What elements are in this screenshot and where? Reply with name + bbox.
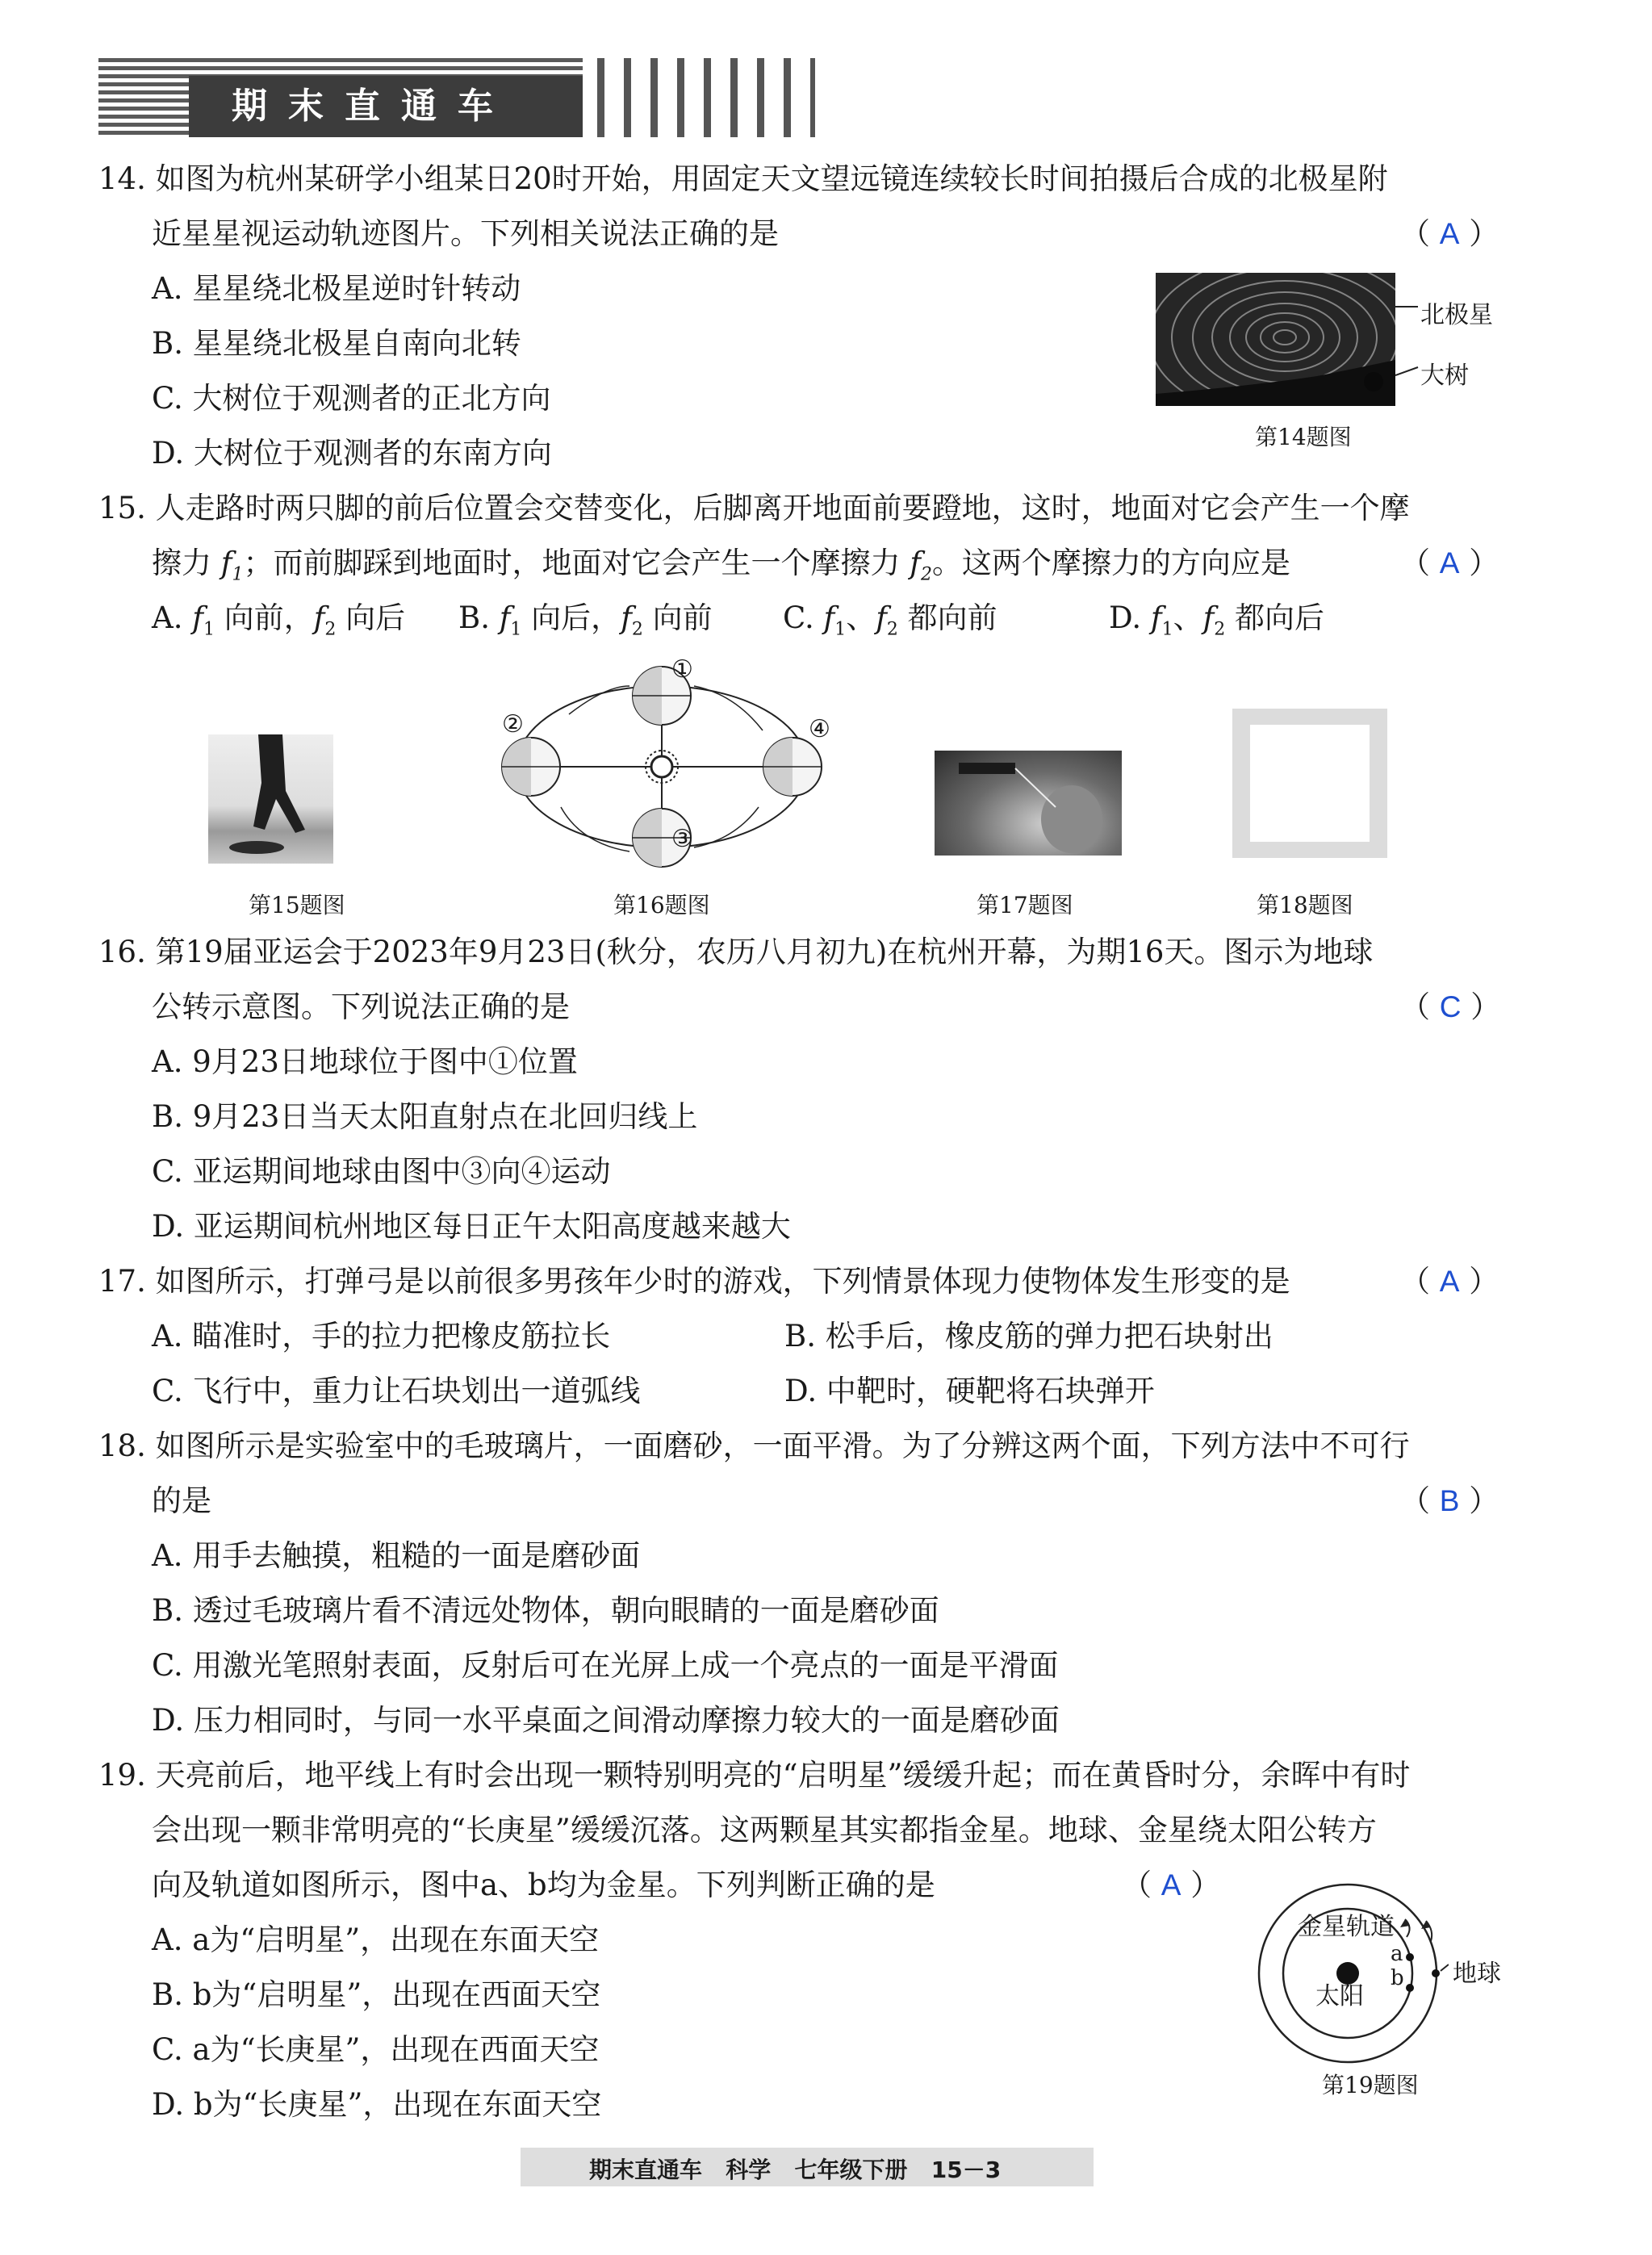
q14-option-b: B. 星星绕北极星自南向北转: [152, 326, 521, 361]
q15-b-f2: f: [621, 600, 632, 635]
q15-c-f2: f: [876, 600, 887, 635]
q19-option-b: B. b为“启明星”，出现在西面天空: [152, 1977, 601, 2012]
walking-legs-image: [208, 734, 333, 864]
q17-option-c: C. 飞行中，重力让石块划出一道弧线: [152, 1374, 641, 1408]
q18-option-d: D. 压力相同时，与同一水平桌面之间滑动摩擦力较大的一面是磨砂面: [152, 1703, 1060, 1738]
q16-option-c: C. 亚运期间地球由图中③向④运动: [152, 1154, 611, 1189]
glass-plate: [1250, 725, 1370, 842]
q16-figure-caption: 第16题图: [613, 892, 710, 918]
q14-option-a: A. 星星绕北极星逆时针转动: [152, 271, 521, 306]
q15-option-b: [458, 591, 713, 657]
q19-label-sun: 太阳: [1315, 1982, 1364, 2010]
q15-a-f1: f: [192, 600, 203, 635]
q15-b-label: B.: [458, 600, 500, 635]
q16-stem-line1: 16. 第19届亚运会于2023年9月23日(秋分，农历八月初九)在杭州开幕，为期16天。图示为地球: [98, 935, 1374, 969]
q18-option-c: C. 用激光笔照射表面，反射后可在光屏上成一个亮点的一面是平滑面: [152, 1648, 1059, 1683]
q19-stem-line3: 向及轨道如图所示，图中a、b均为金星。下列判断正确的是: [152, 1868, 935, 1902]
q16-position-3: ③: [671, 825, 693, 853]
venus-b-dot: [1406, 1984, 1414, 1992]
q15-d-f1: f: [1150, 600, 1162, 635]
q16-position-2: ②: [502, 710, 524, 738]
q15-c-f2-sub: 2: [886, 619, 898, 640]
q15-option-c: [783, 591, 997, 657]
q17-slingshot-photo: [935, 751, 1122, 856]
q17-answer: （ A ）: [1400, 1264, 1499, 1299]
venus-a-dot: [1406, 1953, 1414, 1961]
page-header-banner: [98, 58, 583, 137]
q16-position-4: ④: [809, 715, 830, 743]
q15-answer: （ A ）: [1400, 546, 1499, 580]
q14-answer: （ A ）: [1400, 216, 1499, 251]
q19-option-a: A. a为“启明星”，出现在东面天空: [152, 1922, 600, 1957]
q16-answer: （ C ）: [1400, 989, 1501, 1024]
q16-stem-line2: 公转示意图。下列说法正确的是: [152, 989, 570, 1024]
q15-b-f1: f: [499, 600, 511, 635]
footer-text: 期末直通车 科学 七年级下册 15－3: [589, 2157, 1002, 2183]
q15-d-f2: f: [1202, 600, 1215, 635]
q15-a-f2-sub: 2: [324, 619, 337, 640]
q18-frosted-glass-photo: [1232, 709, 1387, 858]
q15-figure-caption: 第15题图: [249, 892, 345, 918]
q19-label-venus-orbit: 金星轨道: [1298, 1913, 1395, 1941]
q14-option-d: D. 大树位于观测者的东南方向: [152, 436, 552, 471]
q15-line2-part-c: 。这两个摩擦力的方向应是: [931, 546, 1290, 580]
q18-stem-line2: 的是: [152, 1483, 211, 1518]
q15-stem-line1: 15. 人走路时两只脚的前后位置会交替变化，后脚离开地面前要蹬地，这时，地面对它会产生一个摩: [98, 491, 1410, 525]
earth-dot: [1432, 1969, 1440, 1977]
q17-stem-line1: 17. 如图所示，打弹弓是以前很多男孩年少时的游戏，下列情景体现力使物体发生形变的是: [98, 1264, 1290, 1299]
q15-option-a: [152, 591, 405, 657]
q15-b-f1-sub: 1: [510, 619, 522, 640]
q15-line2-part-a: 擦力: [152, 546, 221, 580]
q19-option-d: D. b为“长庚星”，出现在东面天空: [152, 2087, 602, 2122]
q19-label-b: b: [1391, 1966, 1404, 1990]
q15-b-f2-sub: 2: [631, 619, 643, 640]
q15-f1-symbol: $f_1$: [220, 546, 244, 585]
footer-bar: [521, 2148, 1094, 2186]
q15-c-label: C.: [783, 600, 824, 635]
q17-figure-caption: 第17题图: [977, 892, 1073, 918]
q19-answer-letter: A: [1161, 1868, 1181, 1901]
q15-walking-photo: [208, 734, 333, 864]
q19-stem-line1: 19. 天亮前后，地平线上有时会出现一颗特别明亮的“启明星”缓缓升起；而在黄昏时分，余晖中有时: [98, 1758, 1411, 1793]
q15-c-mid: 、: [846, 600, 876, 635]
q14-star-trail-photo: [1156, 273, 1395, 406]
star-trail-image: [1156, 273, 1395, 406]
q18-option-a: A. 用手去触摸，粗糙的一面是磨砂面: [152, 1538, 641, 1573]
q15-a-end: 向后: [336, 600, 406, 635]
q15-a-mid: 向前，: [214, 600, 314, 635]
q19-label-a: a: [1391, 1942, 1403, 1966]
q16-option-b: B. 9月23日当天太阳直射点在北回归线上: [152, 1099, 698, 1134]
q15-d-end: 都向后: [1225, 600, 1325, 635]
q18-figure-caption: 第18题图: [1257, 892, 1353, 918]
slingshot-boy-image: [935, 751, 1122, 856]
q17-answer-letter: A: [1439, 1265, 1460, 1298]
q15-a-f1-sub: 1: [203, 619, 215, 640]
q19-label-earth: 地球: [1453, 1960, 1501, 1988]
q16-answer-letter: C: [1439, 990, 1462, 1023]
q14-stem-line2: 近星星视运动轨迹图片。下列相关说法正确的是: [152, 216, 779, 251]
q19-option-c: C. a为“长庚星”，出现在西面天空: [152, 2032, 600, 2067]
q14-label-tree: 大树: [1420, 362, 1469, 390]
q17-option-d: D. 中靶时，硬靶将石块弹开: [784, 1374, 1155, 1408]
q19-answer: （ A ）: [1122, 1868, 1221, 1902]
q15-d-mid: 、: [1173, 600, 1203, 635]
q16-option-d: D. 亚运期间杭州地区每日正午太阳高度越来越大: [152, 1209, 791, 1244]
q14-label-polaris: 北极星: [1420, 301, 1493, 329]
q14-leader-lines: [1395, 287, 1420, 383]
q18-option-b: B. 透过毛玻璃片看不清远处物体，朝向眼睛的一面是磨砂面: [152, 1593, 939, 1628]
q15-line2-part-b: ；而前脚踩到地面时，地面对它会产生一个摩擦力: [243, 546, 910, 580]
q15-d-f2-sub: 2: [1214, 619, 1226, 640]
q14-stem-line1: 14. 如图为杭州某研学小组某日20时开始，用固定天文望远镜连续较长时间拍摄后合成的北极星附: [98, 161, 1388, 196]
q15-d-f1-sub: 1: [1161, 619, 1173, 640]
q15-a-label: A.: [152, 600, 193, 635]
q15-b-mid: 向后，: [521, 600, 621, 635]
q15-c-end: 都向前: [897, 600, 997, 635]
q14-figure-caption: 第14题图: [1255, 424, 1352, 450]
q15-a-f2: f: [313, 600, 325, 635]
q15-c-f1: f: [823, 600, 835, 635]
q19-stem-line2: 会出现一颗非常明亮的“长庚星”缓缓沉落。这两颗星其实都指金星。地球、金星绕太阳公转方: [152, 1813, 1377, 1847]
q17-option-a: A. 瞄准时，手的拉力把橡皮筋拉长: [152, 1319, 611, 1353]
q15-option-d: [1109, 591, 1324, 657]
header-vertical-bars: [597, 58, 815, 137]
q16-position-1: ①: [671, 655, 693, 684]
q15-c-f1-sub: 1: [834, 619, 847, 640]
q14-answer-letter: A: [1439, 217, 1460, 250]
q17-option-b: B. 松手后，橡皮筋的弹力把石块射出: [784, 1319, 1274, 1353]
q18-answer-letter: B: [1439, 1484, 1460, 1517]
q16-option-a: A. 9月23日地球位于图中①位置: [152, 1044, 578, 1079]
q15-b-end: 向前: [642, 600, 713, 635]
header-title: 期末直通车: [232, 86, 514, 127]
q15-f2-symbol: $f_2$: [910, 546, 932, 585]
q18-stem-line1: 18. 如图所示是实验室中的毛玻璃片，一面磨砂，一面平滑。为了分辨这两个面，下列方法中不可行: [98, 1429, 1410, 1463]
q18-answer: （ B ）: [1400, 1483, 1499, 1518]
q15-answer-letter: A: [1439, 546, 1460, 579]
q15-d-label: D.: [1109, 600, 1151, 635]
q14-option-c: C. 大树位于观测者的正北方向: [152, 381, 551, 416]
q19-figure-caption: 第19题图: [1322, 2072, 1419, 2098]
